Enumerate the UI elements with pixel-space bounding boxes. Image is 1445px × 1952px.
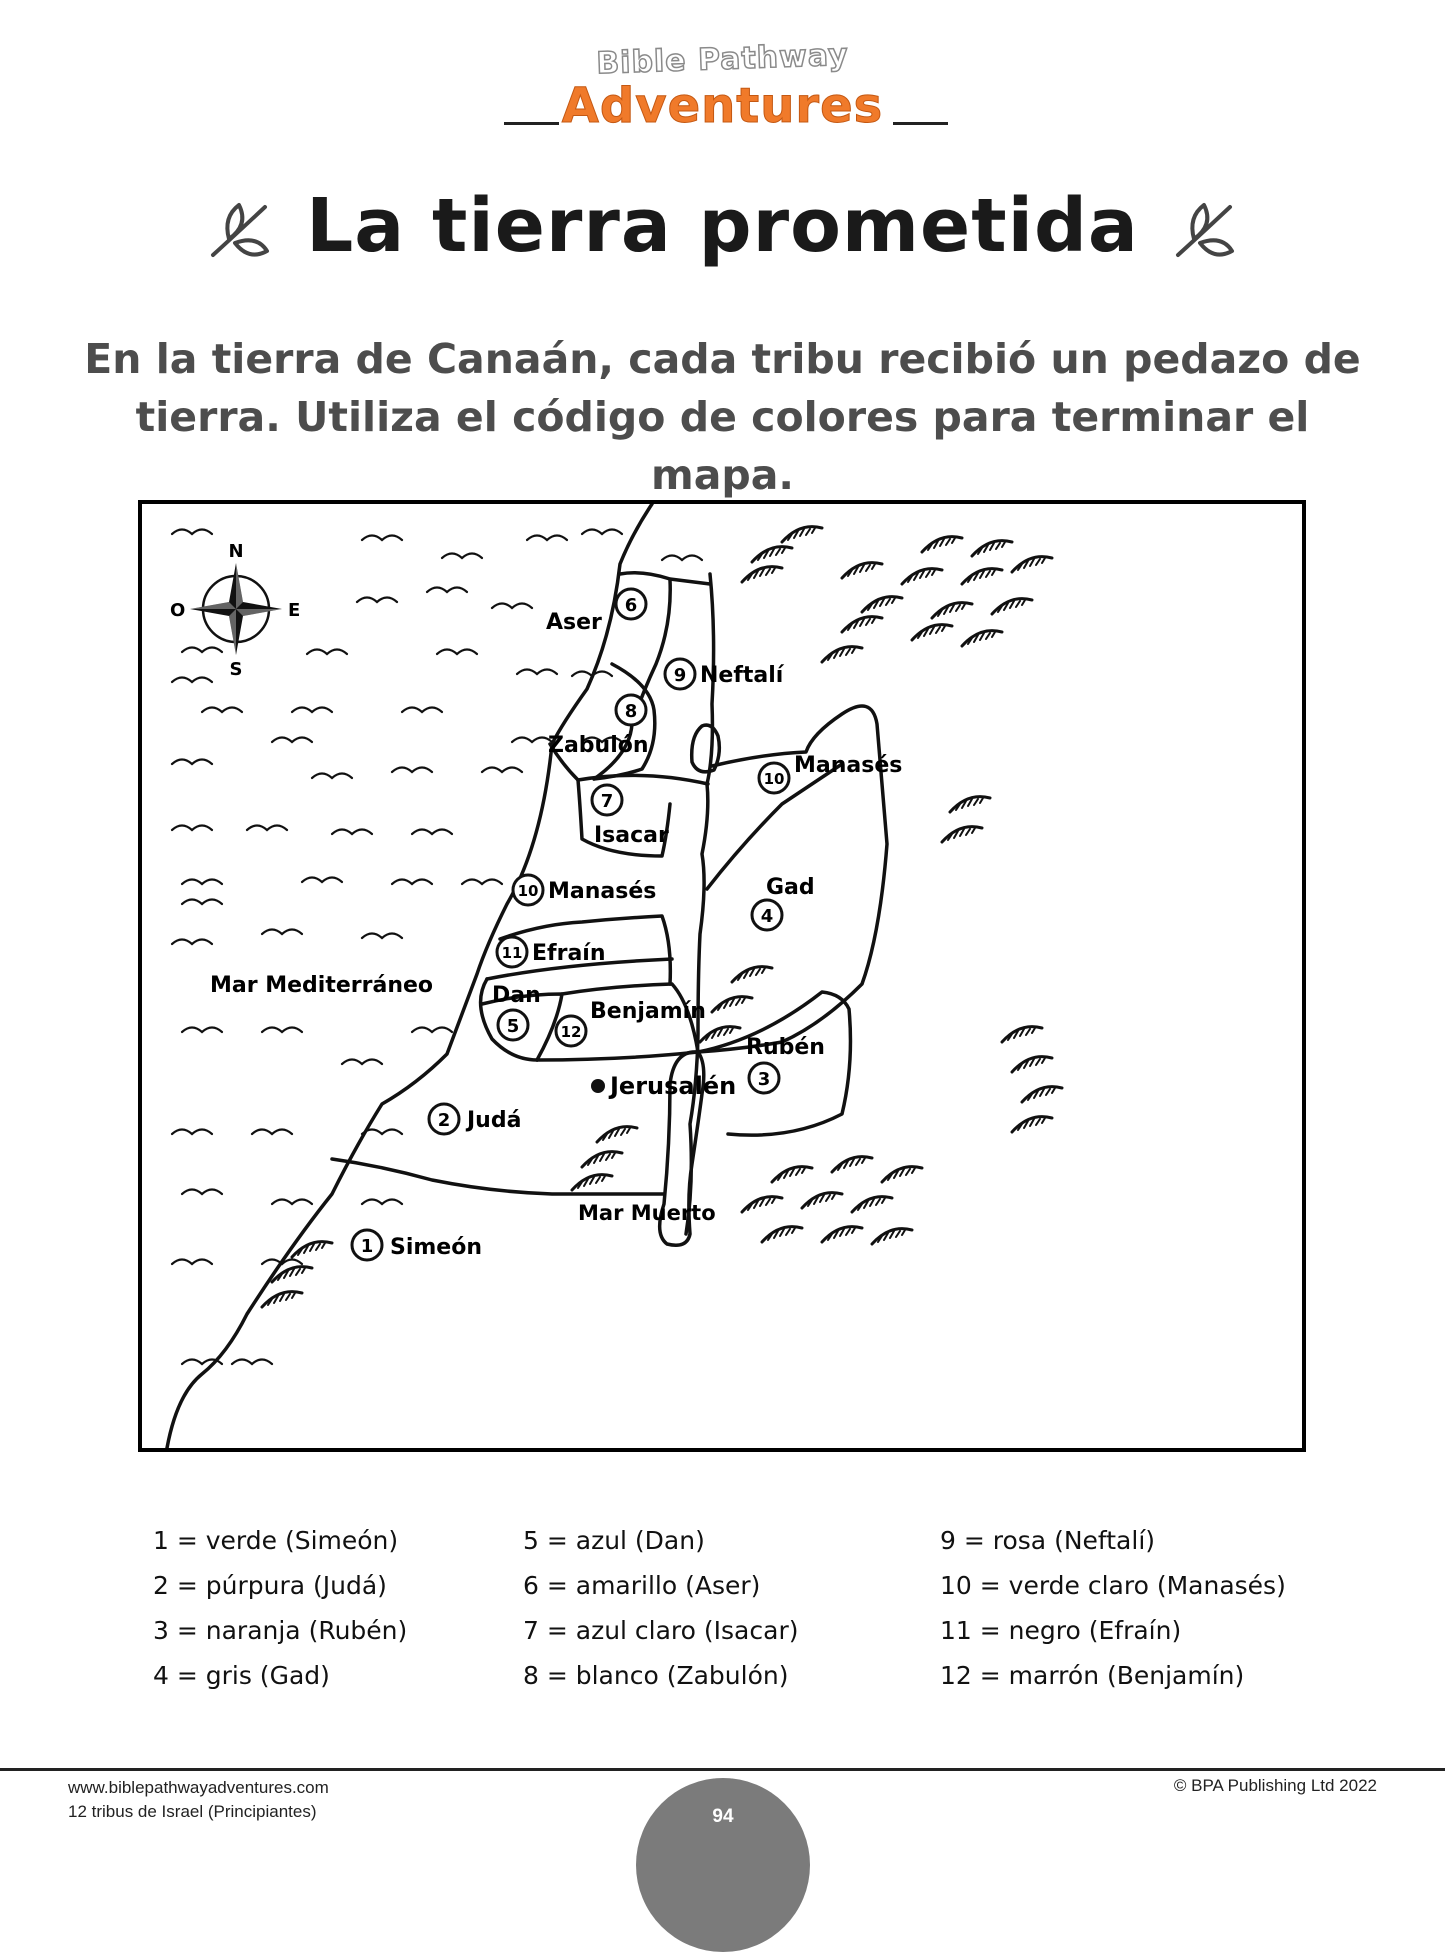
- brand-logo: [0, 30, 1445, 140]
- sea-of-galilee: [692, 725, 720, 772]
- footer-rule: [0, 1768, 1445, 1771]
- tribe-juda: [429, 1104, 521, 1134]
- tribe-name: Aser: [546, 610, 602, 635]
- tribe-dan: [492, 983, 541, 1040]
- tribe-number: 1: [360, 1236, 374, 1257]
- logo-main-text: Adventures: [561, 78, 884, 134]
- instructions-line-2: tierra. Utiliza el código de colores para terminar el mapa.: [135, 393, 1310, 499]
- legend-item: 6 = amarillo (Aser): [523, 1571, 761, 1600]
- tribe-number: 4: [760, 906, 774, 927]
- legend-item: 7 = azul claro (Isacar): [523, 1616, 799, 1645]
- tribe-number: 5: [506, 1016, 520, 1037]
- logo-top-text: Bible Pathway: [595, 37, 850, 82]
- tribe-isacar: [592, 785, 669, 848]
- page-title: La tierra prometida: [306, 183, 1139, 269]
- tribe-labels: [352, 589, 902, 1260]
- tribe-name: Simeón: [390, 1235, 483, 1260]
- tribe-name: Isacar: [594, 823, 669, 848]
- tribe-name: Benjamín: [590, 999, 706, 1024]
- instructions-line-1: En la tierra de Canaán, cada tribu recibió un pedazo de: [84, 335, 1361, 383]
- compass-south: S: [229, 659, 243, 680]
- tribe-name: Manasés: [794, 753, 903, 778]
- legend-column-1: [153, 1518, 407, 1698]
- tribe-gad: [752, 875, 815, 930]
- compass-east: E: [288, 600, 301, 621]
- legend-item: 10 = verde claro (Manasés): [940, 1571, 1286, 1600]
- tribe-manases-west: [513, 875, 656, 905]
- tribe-number: 9: [673, 665, 687, 686]
- legend-item: 8 = blanco (Zabulón): [523, 1661, 789, 1690]
- tribe-number: 11: [501, 944, 523, 962]
- footer-left: [68, 1776, 329, 1824]
- compass-north: N: [228, 541, 244, 562]
- jerusalem-label: Jerusalén: [610, 1072, 737, 1100]
- mediterranean-label: Mar Mediterráneo: [210, 973, 434, 998]
- tribe-number: 10: [763, 770, 785, 788]
- tribe-name: Gad: [766, 875, 815, 900]
- tribe-aser: [546, 589, 646, 635]
- page-number: 94: [712, 1806, 734, 1827]
- tribe-number: 12: [560, 1023, 582, 1041]
- dead-sea-label: Mar Muerto: [578, 1201, 716, 1225]
- tribe-number: 3: [757, 1069, 771, 1090]
- legend-item: 1 = verde (Simeón): [153, 1526, 399, 1555]
- tribe-name: Efraín: [532, 941, 606, 966]
- instructions: [60, 330, 1385, 504]
- tribe-number: 10: [517, 882, 539, 900]
- tribe-ruben: [746, 1035, 825, 1093]
- tribe-name: Neftalí: [700, 663, 784, 688]
- tribe-benjamin: [556, 999, 706, 1046]
- legend-item: 9 = rosa (Neftalí): [940, 1526, 1156, 1555]
- tribe-name: Dan: [492, 983, 541, 1008]
- legend-item: 11 = negro (Efraín): [940, 1616, 1182, 1645]
- compass-rose: [170, 541, 300, 680]
- tribe-number: 6: [624, 595, 638, 616]
- tribe-name: Zabulón: [548, 733, 649, 758]
- promised-land-map: [142, 504, 1302, 1448]
- tribe-simeon: [352, 1230, 482, 1260]
- tribe-number: 2: [437, 1110, 451, 1131]
- leaf-icon: [1170, 195, 1240, 265]
- page-number-tab: [636, 1778, 810, 1952]
- footer-copyright: © BPA Publishing Ltd 2022: [1173, 1776, 1377, 1795]
- legend-column-3: [940, 1518, 1286, 1698]
- legend-item: 12 = marrón (Benjamín): [940, 1661, 1245, 1690]
- tribe-number: 7: [600, 791, 614, 812]
- compass-west: O: [170, 600, 186, 621]
- tribe-efrain: [497, 937, 606, 967]
- map-frame: [138, 500, 1306, 1452]
- footer-book-title: 12 tribus de Israel (Principiantes): [68, 1802, 317, 1821]
- tribe-number: 8: [624, 701, 638, 722]
- legend-item: 3 = naranja (Rubén): [153, 1616, 408, 1645]
- legend-item: 5 = azul (Dan): [523, 1526, 705, 1555]
- tribe-name: Rubén: [746, 1035, 825, 1060]
- legend-item: 4 = gris (Gad): [153, 1661, 330, 1690]
- jerusalem-dot: [591, 1079, 605, 1093]
- tribe-name: Manasés: [548, 879, 657, 904]
- tribe-name: Judá: [467, 1108, 522, 1133]
- legend-item: 2 = púrpura (Judá): [153, 1571, 387, 1600]
- legend-column-2: [523, 1518, 798, 1698]
- footer-website[interactable]: www.biblepathwayadventures.com: [68, 1778, 329, 1797]
- tribe-neftali: [665, 659, 785, 689]
